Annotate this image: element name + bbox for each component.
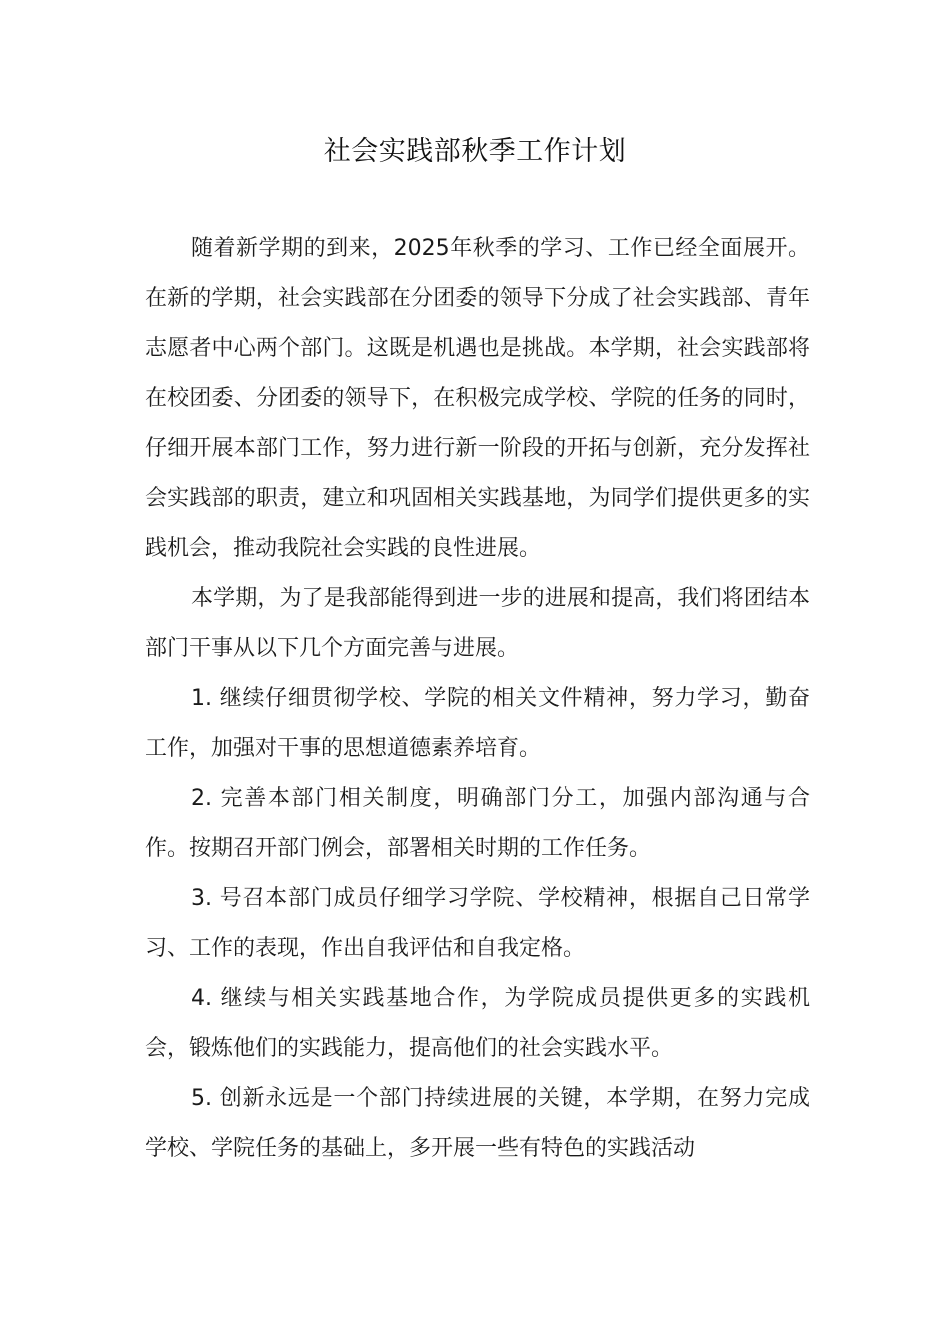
plan-item-1: 1. 继续仔细贯彻学校、学院的相关文件精神，努力学习，勤奋工作，加强对干事的思想道德素养培育。 <box>145 686 810 761</box>
plan-item-5: 5. 创新永远是一个部门持续进展的关键，本学期，在努力完成学校、学院任务的基础上，多开展一些有特色的实践活动 <box>145 1086 810 1161</box>
plan-item-3: 3. 号召本部门成员仔细学习学院、学校精神，根据自己日常学习、工作的表现，作出自我评估和自我定格。 <box>145 886 810 961</box>
document-title: 社会实践部秋季工作计划 <box>323 136 627 167</box>
plan-item-4: 4. 继续与相关实践基地合作，为学院成员提供更多的实践机会，锻炼他们的实践能力，提高他们的社会实践水平。 <box>145 986 810 1061</box>
plan-item-2: 2. 完善本部门相关制度，明确部门分工，加强内部沟通与合作。按期召开部门例会，部署相关时期的工作任务。 <box>145 786 810 861</box>
intro-paragraph: 随着新学期的到来，2025年秋季的学习、工作已经全面展开。在新的学期，社会实践部在分团委的领导下分成了社会实践部、青年志愿者中心两个部门。这既是机遇也是挑战。本学期，社会实践部将在校团委、分团委的领导下，在积极完成学校、学院的任务的同时，仔细开展本部门工作，努力进行新一阶段的开拓与创新，充分发挥社会实践部的职责，建立和巩固相关实践基地，为同学们提供更多的实践机会，推动我院社会实践的良性进展。 <box>145 236 810 561</box>
plan-intro-paragraph: 本学期，为了是我部能得到进一步的进展和提高，我们将团结本部门干事从以下几个方面完善与进展。 <box>145 586 810 661</box>
document-body <box>145 224 810 1174</box>
